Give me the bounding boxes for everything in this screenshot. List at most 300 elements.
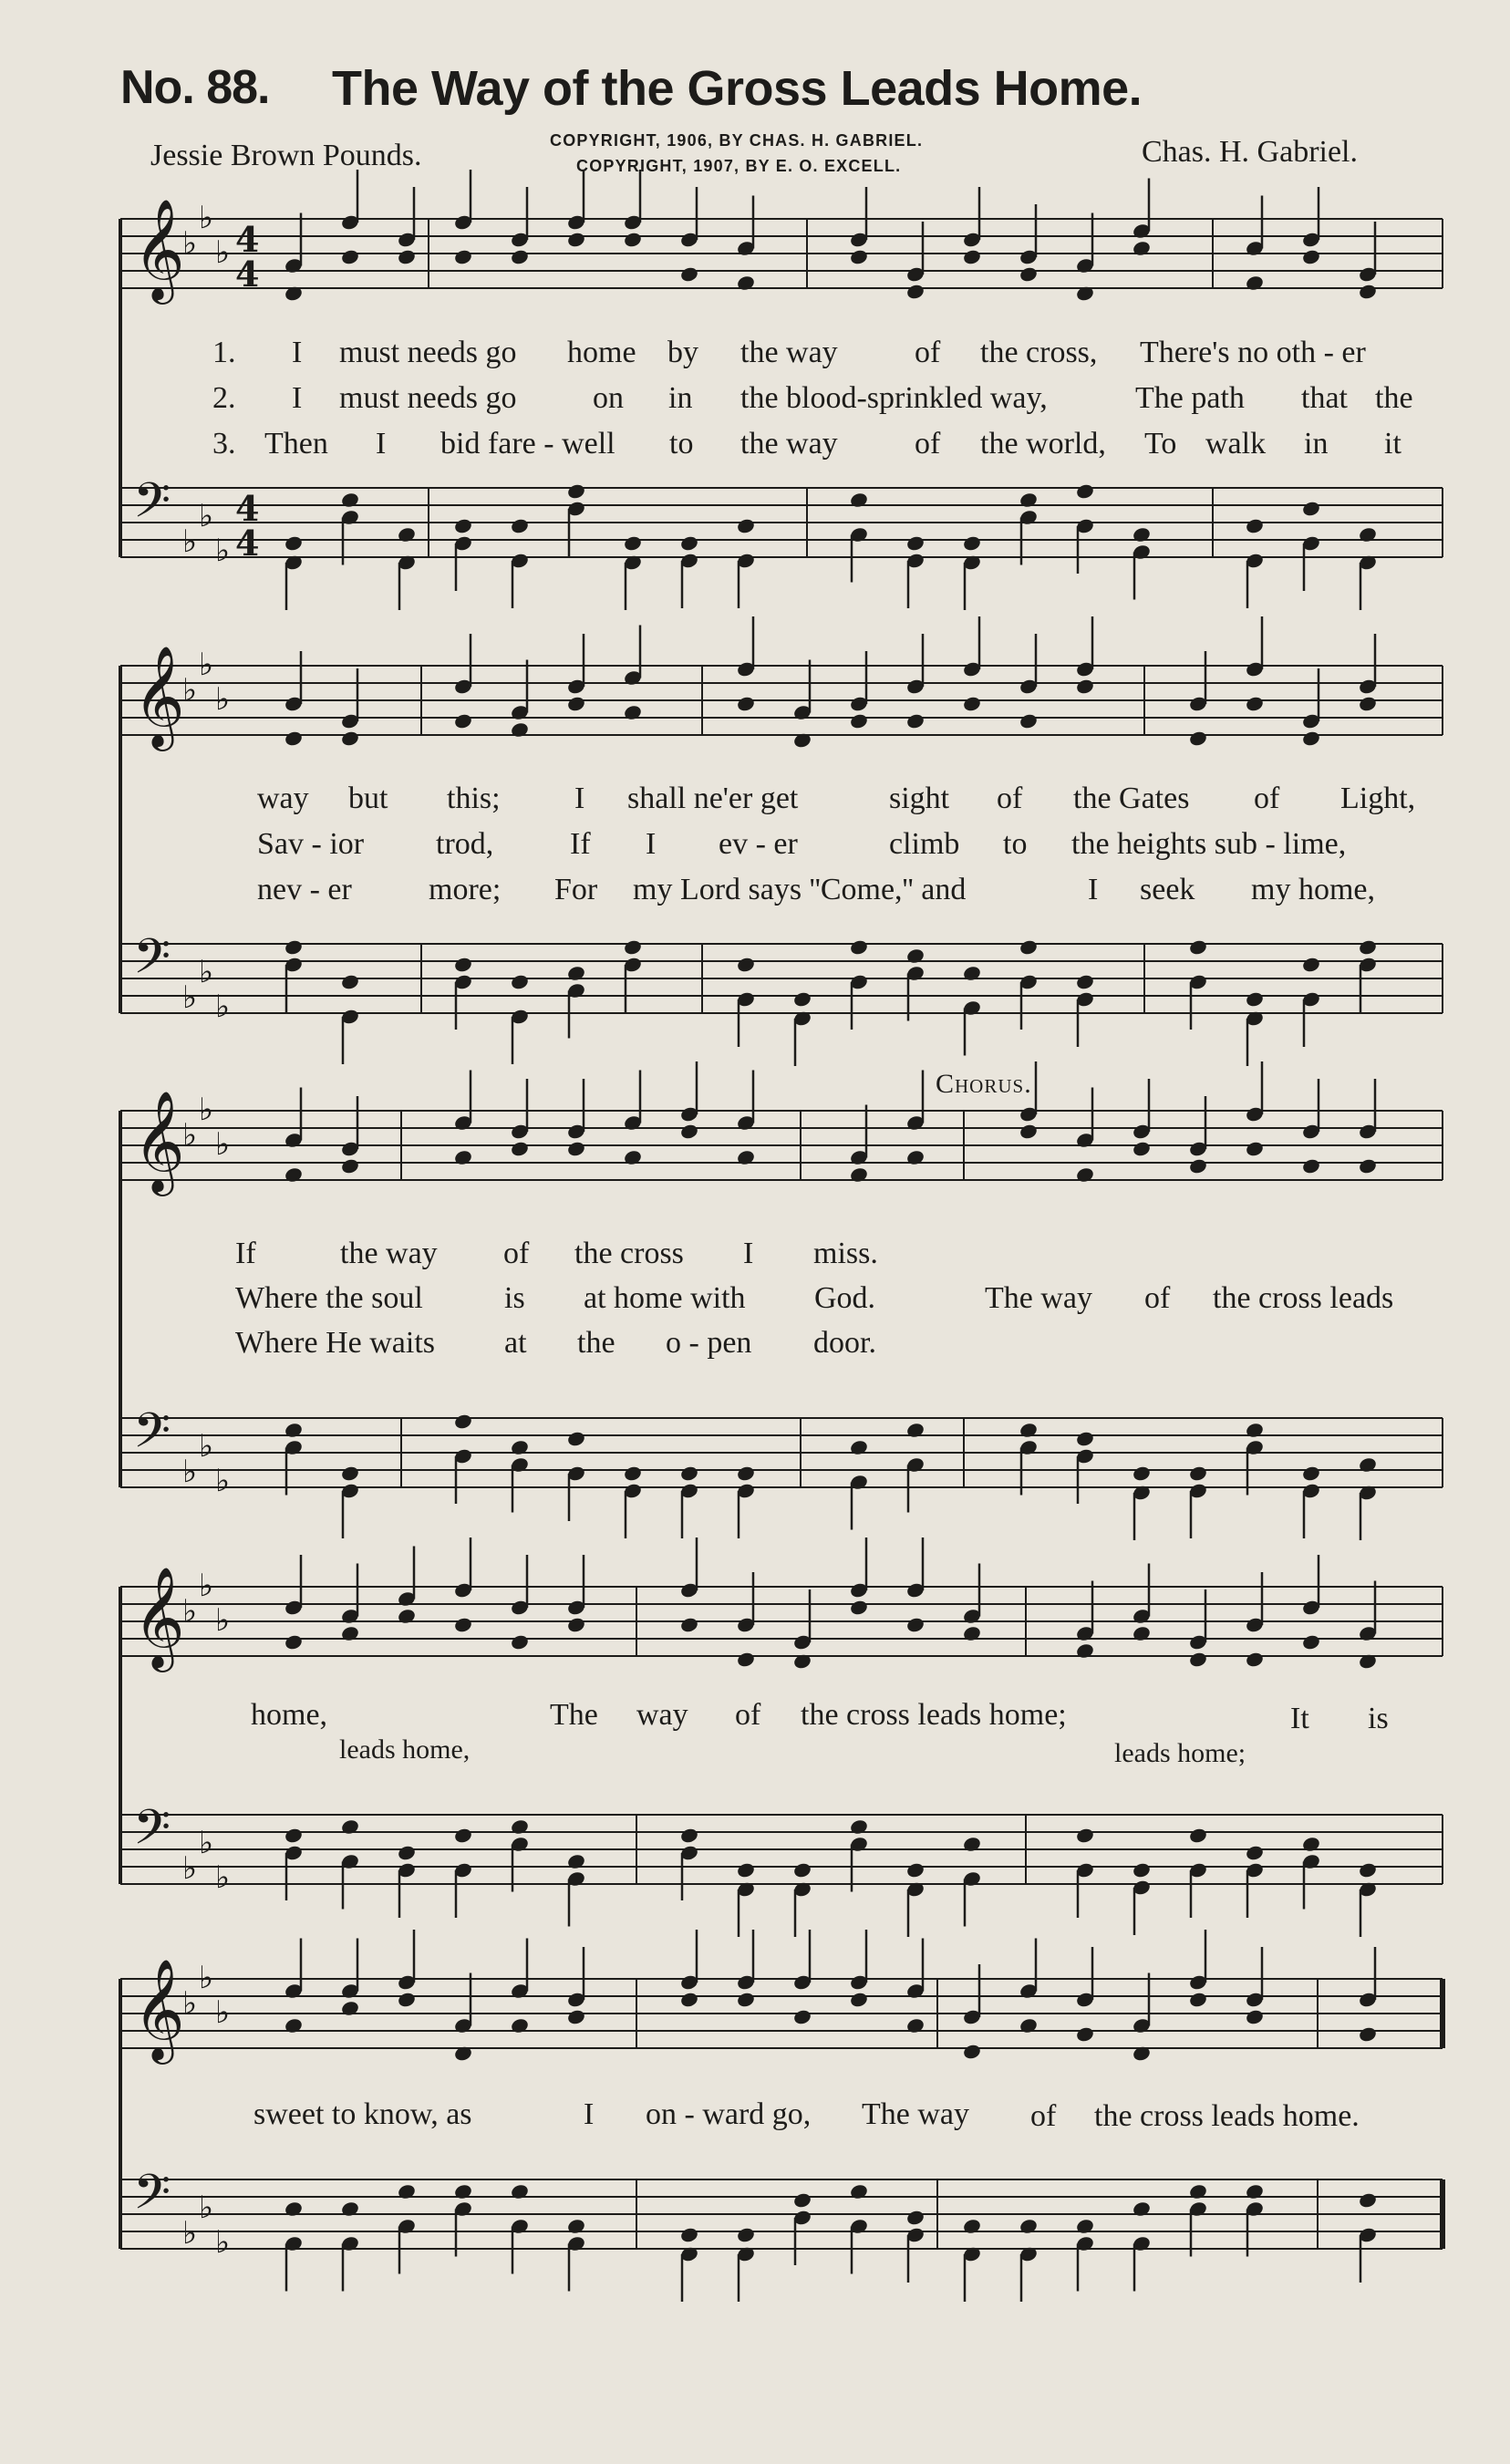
time-signature-numerator: 4: [235, 219, 260, 260]
note-head: [1245, 990, 1265, 1008]
lyric-word: but: [348, 782, 388, 815]
note-head: [397, 526, 417, 544]
note-head: [623, 704, 643, 721]
lyric-word: in: [1304, 427, 1329, 461]
flat-icon: ♭: [215, 1602, 231, 1639]
time-signature-denominator: 4: [235, 254, 260, 295]
note-head: [1358, 2191, 1378, 2209]
lyric-word: walk: [1205, 427, 1267, 461]
note-head: [453, 1827, 473, 1844]
note-head: [623, 1149, 643, 1166]
note-head: [566, 1140, 586, 1157]
lyric-word: I: [1088, 873, 1099, 906]
lyric-word: I: [574, 782, 585, 815]
lyric-word: the: [1375, 381, 1413, 415]
note-head: [510, 1818, 530, 1836]
note-head: [1075, 973, 1095, 990]
note-head: [510, 2183, 530, 2200]
note-head: [1188, 1651, 1208, 1668]
note-head: [849, 1818, 869, 1836]
note-head: [1019, 492, 1039, 509]
lyric-word: home,: [251, 1698, 328, 1732]
note-head: [736, 956, 756, 973]
note-head: [905, 2209, 926, 2226]
flat-icon: ♭: [199, 2190, 214, 2226]
flat-icon: ♭: [182, 1454, 198, 1490]
lyric-word: the Gates: [1073, 782, 1190, 815]
lyric-word: I: [376, 427, 387, 461]
lyric-word: the blood-sprinkled way,: [740, 381, 1048, 415]
note-head: [1358, 283, 1378, 300]
note-head: [623, 534, 643, 552]
note-head: [1301, 730, 1321, 747]
flat-icon: ♭: [199, 954, 214, 990]
note-head: [340, 1465, 360, 1482]
lyric-word: to: [669, 427, 694, 461]
treble-clef-icon: 𝄞: [133, 198, 185, 300]
lyric-word: The way: [862, 2097, 970, 2131]
flat-icon: ♭: [215, 1126, 231, 1163]
note-head: [1075, 678, 1095, 695]
note-head: [962, 1625, 982, 1642]
flat-icon: ♭: [182, 672, 198, 709]
lyric-word: on - ward go,: [646, 2097, 812, 2131]
note-head: [284, 1422, 304, 1439]
note-head: [679, 1991, 699, 2008]
note-head: [453, 517, 473, 534]
flat-icon: ♭: [215, 1994, 231, 2031]
lyric-word: I: [584, 2097, 595, 2131]
note-head: [736, 274, 756, 292]
time-signature-numerator: 4: [235, 488, 260, 529]
note-head: [679, 1123, 699, 1140]
lyric-word: seek: [1140, 873, 1195, 906]
lyric-word: The way: [985, 1281, 1093, 1315]
note-head: [340, 2200, 360, 2218]
flat-icon: ♭: [182, 1593, 198, 1630]
note-head: [849, 1991, 869, 2008]
note-head: [849, 1166, 869, 1184]
note-head: [1301, 1465, 1321, 1482]
note-head: [1188, 2183, 1208, 2200]
note-head: [1245, 1140, 1265, 1157]
note-head: [566, 482, 586, 500]
note-head: [905, 1616, 926, 1633]
note-head: [736, 1651, 756, 1668]
note-head: [284, 534, 304, 552]
bass-clef-icon: 𝄢: [133, 473, 171, 541]
note-head: [453, 956, 473, 973]
note-head: [1188, 1991, 1208, 2008]
lyric-word: the heights sub - lime,: [1071, 827, 1347, 861]
lyric-word: nev - er: [257, 873, 352, 906]
lyric-word: If: [570, 827, 591, 861]
flat-icon: ♭: [199, 200, 214, 236]
note-head: [1132, 1625, 1152, 1642]
note-head: [566, 2008, 586, 2025]
lyric-word: Where the soul: [235, 1281, 423, 1315]
note-head: [453, 1413, 473, 1430]
note-head: [1188, 938, 1208, 956]
note-head: [679, 1616, 699, 1633]
lyric-word: Sav - ior: [257, 827, 365, 861]
note-head: [679, 1465, 699, 1482]
note-head: [340, 1818, 360, 1836]
note-head: [736, 1861, 756, 1879]
note-head: [1358, 1861, 1378, 1879]
lyric-word: of: [915, 336, 941, 369]
note-head: [340, 730, 360, 747]
note-head: [736, 1149, 756, 1166]
note-head: [453, 1149, 473, 1166]
note-head: [1358, 938, 1378, 956]
bass-clef-icon: 𝄢: [133, 929, 171, 997]
note-head: [566, 965, 586, 982]
lyric-word: The: [550, 1698, 598, 1732]
note-head: [1188, 730, 1208, 747]
lyric-word: the cross leads: [1213, 1281, 1394, 1315]
lyric-word: by: [667, 336, 698, 369]
note-head: [792, 1861, 812, 1879]
note-head: [1245, 695, 1265, 712]
note-head: [1132, 240, 1152, 257]
verse-number-3: 3.: [212, 427, 236, 461]
note-head: [1019, 2218, 1039, 2235]
note-head: [962, 534, 982, 552]
lyric-word: way: [636, 1698, 688, 1732]
note-head: [1301, 248, 1321, 265]
flat-icon: ♭: [182, 523, 198, 560]
note-head: [1019, 2017, 1039, 2034]
note-head: [510, 2017, 530, 2034]
note-head: [1132, 2200, 1152, 2218]
note-head: [849, 248, 869, 265]
lyric-word: at: [504, 1326, 527, 1360]
note-head: [566, 2218, 586, 2235]
lyric-word: the cross leads home.: [1094, 2099, 1360, 2133]
note-head: [284, 1633, 304, 1651]
chorus-label: Chorus.: [936, 1069, 1032, 1099]
lyric-word: on: [593, 381, 624, 415]
note-head: [849, 1439, 869, 1456]
lyric-word: of: [915, 427, 941, 461]
note-head: [340, 248, 360, 265]
flat-icon: ♭: [215, 681, 231, 718]
note-head: [1075, 1642, 1095, 1660]
note-head: [679, 265, 699, 283]
lyric-word: It: [1290, 1702, 1309, 1735]
note-head: [340, 492, 360, 509]
flat-icon: ♭: [199, 498, 214, 534]
note-head: [849, 492, 869, 509]
note-head: [679, 1827, 699, 1844]
note-head: [905, 712, 926, 730]
lyric-word: this;: [447, 782, 501, 815]
note-head: [1188, 1465, 1208, 1482]
note-head: [962, 965, 982, 982]
lyric-word: door.: [813, 1326, 876, 1360]
note-head: [566, 1853, 586, 1870]
lyric-word: For: [554, 873, 598, 906]
lyric-word: more;: [429, 873, 502, 906]
note-head: [1245, 2008, 1265, 2025]
lyric-word: in: [668, 381, 693, 415]
lyric-word: way: [257, 782, 309, 815]
note-head: [679, 534, 699, 552]
note-head: [1019, 265, 1039, 283]
flat-icon: ♭: [182, 225, 198, 262]
note-head: [1019, 1123, 1039, 1140]
lyric-word: miss.: [813, 1237, 878, 1270]
flat-icon: ♭: [215, 234, 231, 271]
lyric-word: of: [503, 1237, 530, 1270]
bass-clef-icon: 𝄢: [133, 1800, 171, 1868]
note-head: [284, 730, 304, 747]
lyric-word: sweet to know, as: [253, 2097, 472, 2131]
lyric-word: the cross leads home;: [801, 1698, 1067, 1732]
lyric-word: of: [1030, 2099, 1057, 2133]
lyric-word: that: [1301, 381, 1348, 415]
lyric-word: climb: [889, 827, 960, 861]
note-head: [905, 2017, 926, 2034]
note-head: [397, 1991, 417, 2008]
note-head: [679, 2226, 699, 2243]
lyricist: Jessie Brown Pounds.: [150, 139, 422, 172]
note-head: [566, 695, 586, 712]
note-head: [962, 2218, 982, 2235]
lyric-word: Then: [264, 427, 328, 461]
lyric-word: must needs go: [339, 381, 517, 415]
hymn-title: The Way of the Gross Leads Home.: [332, 61, 1143, 116]
note-head: [453, 2183, 473, 2200]
note-head: [510, 248, 530, 265]
note-head: [905, 947, 926, 965]
flat-icon: ♭: [182, 1117, 198, 1154]
note-head: [623, 231, 643, 248]
note-head: [623, 938, 643, 956]
flat-icon: ♭: [215, 533, 231, 569]
lyric-word: it: [1384, 427, 1401, 461]
note-head: [1245, 1651, 1265, 1668]
lyric-word: Where He waits: [235, 1326, 436, 1360]
flat-icon: ♭: [215, 1463, 231, 1499]
verse-number-1: 1.: [212, 336, 236, 369]
lyric-word: There's no oth - er: [1140, 336, 1366, 369]
note-head: [510, 1140, 530, 1157]
lyric-word: is: [1368, 1702, 1389, 1735]
verse-number-2: 2.: [212, 381, 236, 415]
note-head: [849, 938, 869, 956]
note-head: [905, 1422, 926, 1439]
lyric-word: to: [1003, 827, 1028, 861]
treble-clef-icon: 𝄞: [133, 1566, 185, 1668]
time-signature-denominator: 4: [235, 523, 260, 564]
note-head: [510, 721, 530, 739]
lyric-word: my Lord says ''Come,'' and: [633, 873, 967, 906]
lyric-word: I: [292, 336, 303, 369]
note-head: [284, 2017, 304, 2034]
note-head: [1358, 1157, 1378, 1175]
note-head: [962, 248, 982, 265]
alto-lyric: leads home;: [1114, 1738, 1246, 1768]
lyric-word: at home with: [584, 1281, 746, 1315]
note-head: [510, 517, 530, 534]
bass-clef-icon: 𝄢: [133, 1403, 171, 1471]
lyric-word: trod,: [436, 827, 494, 861]
note-head: [1075, 1430, 1095, 1447]
lyric-word: the way: [740, 427, 838, 461]
note-head: [849, 1599, 869, 1616]
composer: Chas. H. Gabriel.: [1142, 135, 1359, 169]
treble-clef-icon: 𝄞: [133, 1958, 185, 2060]
note-head: [1132, 526, 1152, 544]
note-head: [1019, 938, 1039, 956]
lyric-word: the cross,: [980, 336, 1098, 369]
bass-clef-icon: 𝄢: [133, 2165, 171, 2232]
lyric-word: I: [292, 381, 303, 415]
flat-icon: ♭: [199, 1428, 214, 1465]
note-head: [1245, 1422, 1265, 1439]
note-head: [1132, 1140, 1152, 1157]
note-head: [340, 1157, 360, 1175]
note-head: [510, 1633, 530, 1651]
note-head: [397, 1608, 417, 1625]
note-head: [962, 695, 982, 712]
note-head: [736, 2226, 756, 2243]
lyric-word: is: [504, 1281, 525, 1315]
note-head: [566, 1430, 586, 1447]
note-head: [397, 248, 417, 265]
flat-icon: ♭: [199, 1825, 214, 1861]
lyric-word: of: [735, 1698, 761, 1732]
lyric-word: the way: [740, 336, 838, 369]
note-head: [905, 1149, 926, 1166]
note-head: [284, 1827, 304, 1844]
note-head: [1132, 1861, 1152, 1879]
flat-icon: ♭: [215, 989, 231, 1025]
lyric-word: the: [577, 1326, 615, 1360]
lyric-word: sight: [889, 782, 950, 815]
note-head: [1132, 1465, 1152, 1482]
note-head: [1245, 274, 1265, 292]
note-head: [1188, 1157, 1208, 1175]
lyric-word: the cross: [574, 1237, 684, 1270]
note-head: [1245, 517, 1265, 534]
note-head: [962, 2043, 982, 2060]
note-head: [736, 695, 756, 712]
note-head: [510, 973, 530, 990]
lyric-word: the world,: [980, 427, 1106, 461]
note-head: [1301, 1157, 1321, 1175]
note-head: [962, 1836, 982, 1853]
note-head: [792, 2191, 812, 2209]
note-head: [1301, 956, 1321, 973]
flat-icon: ♭: [182, 2215, 198, 2252]
flat-icon: ♭: [215, 1859, 231, 1896]
flat-icon: ♭: [215, 2224, 231, 2261]
note-head: [1301, 1836, 1321, 1853]
note-head: [736, 517, 756, 534]
note-head: [397, 1844, 417, 1861]
lyric-word: To: [1144, 427, 1177, 461]
hymn-number: No. 88.: [120, 61, 270, 114]
lyric-word: I: [646, 827, 657, 861]
alto-lyric: leads home,: [339, 1734, 471, 1765]
lyric-word: Light,: [1340, 782, 1416, 815]
note-head: [340, 1625, 360, 1642]
lyric-word: the way: [340, 1237, 438, 1270]
lyric-word: o - pen: [666, 1326, 752, 1360]
note-head: [1358, 1456, 1378, 1474]
lyric-word: shall ne'er get: [627, 782, 799, 815]
note-head: [1019, 1422, 1039, 1439]
lyric-word: my home,: [1251, 873, 1375, 906]
note-head: [284, 938, 304, 956]
note-head: [905, 534, 926, 552]
note-head: [736, 1465, 756, 1482]
note-head: [792, 2008, 812, 2025]
lyric-word: The path: [1135, 381, 1245, 415]
note-head: [849, 2183, 869, 2200]
note-head: [340, 2000, 360, 2017]
note-head: [736, 1991, 756, 2008]
flat-icon: ♭: [199, 1092, 214, 1128]
note-head: [1019, 712, 1039, 730]
copyright-line-1: COPYRIGHT, 1906, BY CHAS. H. GABRIEL.: [550, 131, 924, 150]
note-head: [1245, 1844, 1265, 1861]
flat-icon: ♭: [199, 647, 214, 683]
note-head: [340, 973, 360, 990]
lyric-word: of: [1254, 782, 1280, 815]
lyric-word: If: [235, 1237, 256, 1270]
note-head: [1075, 1827, 1095, 1844]
note-head: [1075, 2025, 1095, 2043]
lyric-word: ev - er: [719, 827, 798, 861]
note-head: [397, 2183, 417, 2200]
lyric-word: God.: [814, 1281, 876, 1315]
note-head: [1245, 2183, 1265, 2200]
treble-clef-icon: 𝄞: [133, 645, 185, 747]
lyric-word: must needs go: [339, 336, 517, 369]
note-head: [792, 990, 812, 1008]
note-head: [905, 283, 926, 300]
note-head: [1075, 1166, 1095, 1184]
flat-icon: ♭: [182, 1985, 198, 2022]
note-head: [623, 1465, 643, 1482]
lyric-word: of: [1144, 1281, 1171, 1315]
flat-icon: ♭: [182, 979, 198, 1016]
note-head: [510, 1439, 530, 1456]
note-head: [1301, 1633, 1321, 1651]
note-head: [1358, 2025, 1378, 2043]
note-head: [905, 1861, 926, 1879]
lyric-word: I: [743, 1237, 754, 1270]
note-head: [453, 248, 473, 265]
lyric-word: bid fare - well: [440, 427, 615, 461]
note-head: [1075, 482, 1095, 500]
note-head: [566, 1616, 586, 1633]
note-head: [284, 1166, 304, 1184]
note-head: [1188, 1827, 1208, 1844]
note-head: [1301, 500, 1321, 517]
note-head: [453, 712, 473, 730]
note-head: [1358, 526, 1378, 544]
lyric-word: of: [997, 782, 1023, 815]
note-head: [566, 231, 586, 248]
flat-icon: ♭: [199, 1568, 214, 1604]
copyright-line-2: COPYRIGHT, 1907, BY E. O. EXCELL.: [576, 157, 902, 175]
note-head: [453, 1616, 473, 1633]
